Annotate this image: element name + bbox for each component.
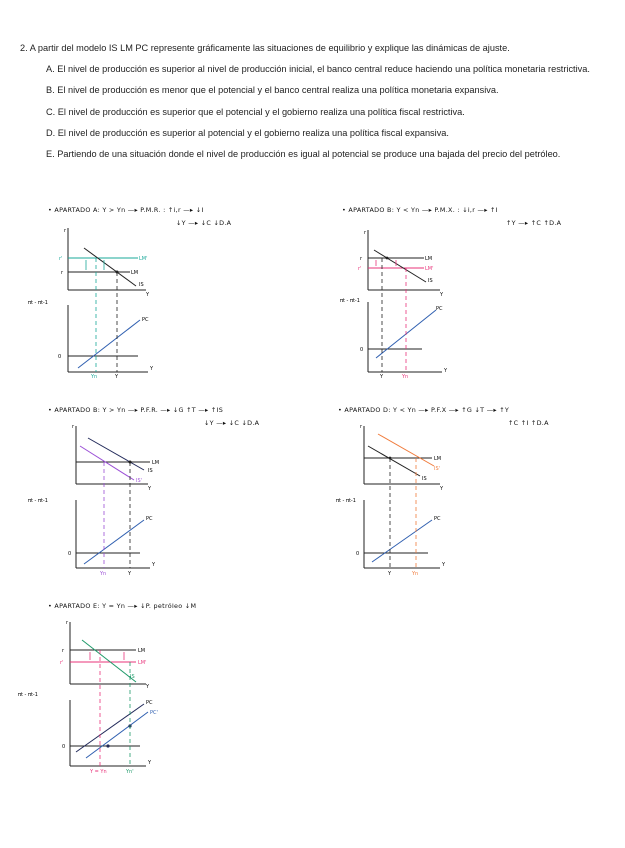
panel-d-diagram — [336, 420, 461, 580]
panel-b-diagram — [340, 222, 460, 387]
panel-e-label-is: IS — [130, 674, 135, 680]
panel-c-label-zero: 0 — [68, 551, 72, 557]
question-item-a: A. El nivel de producción es superior al nivel de producción inicial, el banco central reduce haciendo una política monetaria restrictiva. — [46, 64, 590, 75]
panel-d-label-is-new: IS' — [434, 466, 441, 472]
panel-c-pc-line — [84, 520, 144, 564]
panel-e-label-pi: πt - πt-1 — [18, 692, 38, 698]
panel-b-label-r-new: r' — [358, 266, 362, 272]
panel-c-label-r: r — [72, 424, 75, 430]
panel-a-label-is: IS — [139, 282, 144, 288]
panel-e-pc-line — [76, 704, 144, 752]
panel-e-label-y-yn: Y = Yn — [90, 769, 107, 775]
panel-a-label-yn: Yn — [91, 374, 98, 380]
question-item-c: C. El nivel de producción es superior que el potencial y el gobierno realiza una política fiscal restrictiva. — [46, 106, 465, 117]
panel-e-heading-line1: • APARTADO E: Y = Yn —▸ ↓P. petróleo ↓M — [48, 602, 197, 610]
question-item-e: E. Partiendo de una situación donde el nivel de producción es igual al potencial se produce una bajada del precio del petróleo. — [46, 149, 561, 160]
question-title: 2. A partir del modelo IS LM PC represente gráficamente las situaciones de equilibrio y explique las dinámicas de ajuste. — [20, 43, 510, 53]
question-item-d: D. El nivel de producción es superior al potencial y el gobierno realiza una política fiscal expansiva. — [46, 127, 449, 138]
panel-b-label-pc: PC — [436, 306, 443, 312]
panel-b-label-lm: LM — [425, 256, 433, 262]
panel-e-pc-new-line — [86, 712, 148, 758]
panel-c-heading-line1: • APARTADO B: Y > Yn —▸ P.F.R. —▸ ↓G ↑T —▸ ↑IS — [48, 406, 224, 414]
panel-a-label-zero: 0 — [58, 354, 62, 360]
panel-b-label-yn: Yn — [402, 374, 409, 380]
panel-d-pc-line — [372, 520, 432, 562]
panel-a-label-pc: PC — [142, 317, 149, 323]
panel-e-label-lm: LM — [138, 648, 146, 654]
panel-a-pc-line — [78, 320, 140, 368]
panel-e-label-y-bottom: Y — [148, 760, 152, 766]
panel-c-label-yn: Yn — [100, 571, 107, 577]
panel-b-heading-line1: • APARTADO B: Y < Yn —▸ P.M.X. : ↓i,r —▸ ↑I — [342, 206, 498, 214]
panel-e-heading — [48, 602, 196, 610]
panel-c-label-y-top: Y — [148, 486, 152, 492]
panel-b-label-lm-new: LM' — [425, 266, 434, 272]
panel-e-is-line — [82, 640, 136, 682]
panel-c-label-y-bottom: Y — [152, 562, 156, 568]
panel-e-label-r: r — [66, 620, 69, 626]
panel-a-is-line — [84, 248, 139, 286]
panel-d-label-y: Y — [388, 571, 392, 577]
panel-c-label-is-new: IS' — [136, 478, 143, 484]
panel-c-is-line — [88, 438, 144, 470]
panel-e-diagram — [18, 616, 170, 782]
panel-e-label-pc: PC — [146, 700, 153, 706]
panel-b-label-pi: πt - πt-1 — [340, 298, 360, 304]
question-item-b: B. El nivel de producción es menor que el potencial y el banco central realiza una política monetaria expansiva. — [46, 85, 499, 96]
panel-d-is-line — [368, 446, 420, 476]
panel-a-label-lm-new: LM' — [139, 256, 148, 262]
panel-d-label-is: IS — [422, 476, 427, 482]
panel-a-diagram — [28, 220, 168, 385]
panel-e-label-r-new: r' — [60, 660, 64, 666]
panel-d-label-r: r — [360, 424, 363, 430]
panel-e-label-r2: r — [62, 648, 65, 654]
panel-a-label-y-bottom: Y — [150, 366, 154, 372]
panel-b-label-zero: 0 — [360, 347, 364, 353]
panel-a-heading-line2: ↓Y —▸ ↓C ↓D.A — [176, 219, 232, 227]
panel-b-heading-line2: ↑Y —▸ ↑C ↑D.A — [506, 219, 562, 227]
panel-d-label-pi: πt - πt-1 — [336, 498, 356, 504]
panel-a-label-r-new: r' — [59, 256, 63, 262]
panel-c-label-lm: LM — [152, 460, 160, 466]
panel-c-heading-line2: ↓Y —▸ ↓C ↓D.A — [204, 419, 260, 427]
panel-d-label-lm: LM — [434, 456, 442, 462]
panel-d-label-y-top: Y — [440, 486, 444, 492]
panel-b-label-y-top: Y — [440, 292, 444, 298]
panel-d-label-yn: Yn — [412, 571, 419, 577]
panel-a-label-r2: r — [61, 270, 64, 276]
panel-e-label-zero: 0 — [62, 744, 66, 750]
panel-b-label-y: Y — [380, 374, 384, 380]
panel-c-label-pc: PC — [146, 516, 153, 522]
panel-c-diagram — [28, 420, 170, 580]
panel-b-label-y-bottom: Y — [444, 368, 448, 374]
panel-d-is-new-line — [378, 434, 434, 466]
panel-a-label-y-top: Y — [146, 292, 150, 298]
panel-d-label-pc: PC — [434, 516, 441, 522]
panel-c-is-new-line — [80, 446, 134, 480]
panel-d-label-y-bottom: Y — [442, 562, 446, 568]
question-block — [20, 44, 620, 171]
panel-a-label-r: r — [64, 228, 67, 234]
panel-a-label-pi: πt - πt-1 — [28, 300, 48, 306]
panel-b-label-r2: r — [360, 256, 363, 262]
panel-c-label-y: Y — [128, 571, 132, 577]
panel-a-label-lm: LM — [131, 270, 139, 276]
panel-e-label-y-top: Y — [146, 684, 150, 690]
panel-d-heading-line2: ↑C ↑I ↑D.A — [508, 419, 549, 427]
panel-a-heading-line1: • APARTADO A: Y > Yn —▸ P.M.R. : ↑i,r —▸ ↓I — [48, 206, 204, 214]
panel-c-label-pi: πt - πt-1 — [28, 498, 48, 504]
panel-d-heading-line1: • APARTADO D: Y < Yn —▸ P.F.X —▸ ↑G ↓T —▸ ↑Y — [338, 406, 510, 414]
panel-e-point-1 — [106, 744, 109, 747]
panel-a-label-y: Y — [115, 374, 119, 380]
panel-e-label-yn-new: Yn' — [126, 769, 134, 775]
panel-e-label-pc-new: PC' — [150, 710, 158, 716]
panel-b-label-r: r — [364, 230, 367, 236]
panel-d-label-zero: 0 — [356, 551, 360, 557]
panel-b-label-is: IS — [428, 278, 433, 284]
panel-b-equilibrium-point — [386, 257, 389, 260]
panel-c-label-is: IS — [148, 468, 153, 474]
panel-e-label-lm-new: LM' — [138, 660, 147, 666]
